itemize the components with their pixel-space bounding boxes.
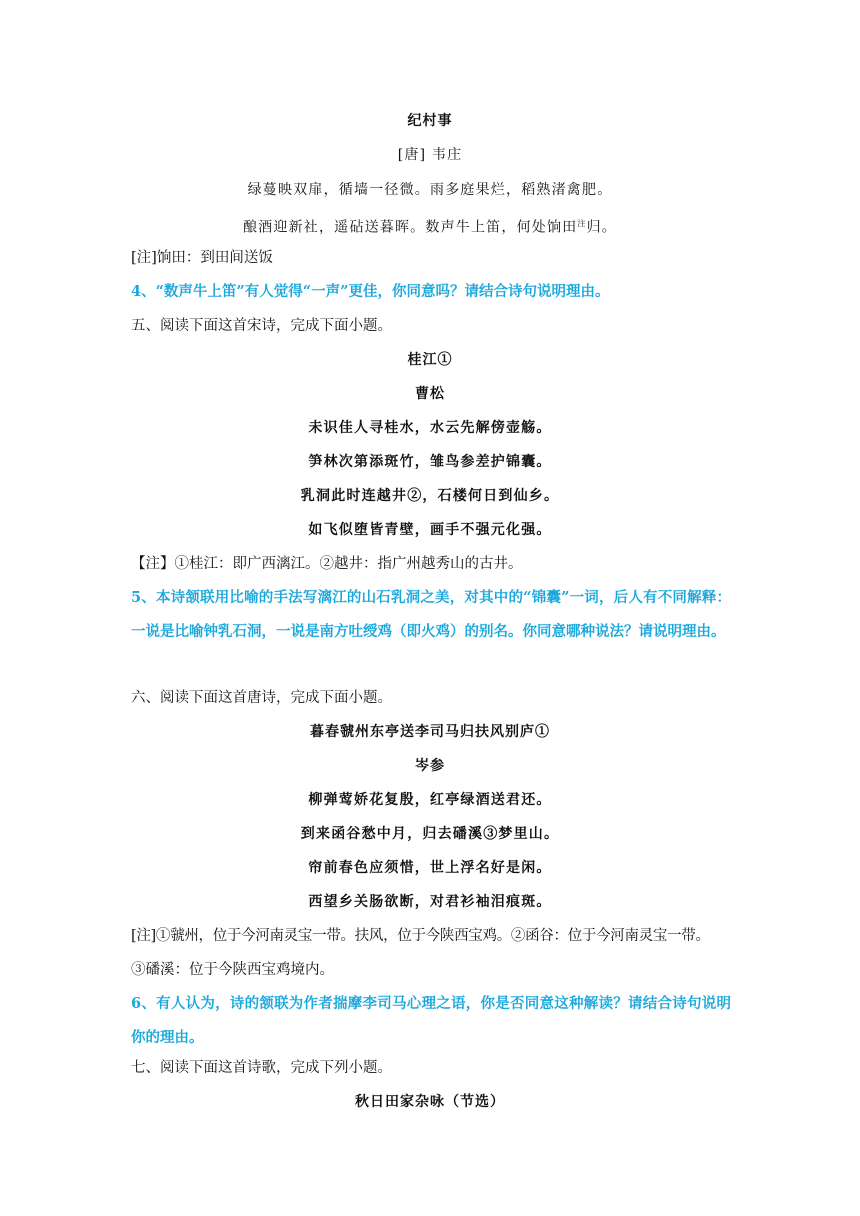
- section5-line-1: 未识佳人寻桂水，水云先解傍壶觞。: [308, 420, 552, 436]
- section6-line-3: 帘前春色应须惜，世上浮名好是闲。: [308, 860, 552, 876]
- section6-poem-title: 暮春虢州东亭送李司马归扶风别庐①: [310, 724, 550, 740]
- section6-poem-author: 岑参: [415, 758, 445, 774]
- section5-line-3: 乳洞此时连越井②，石楼何日到仙乡。: [300, 488, 560, 504]
- section6-line-4: 西望乡关肠欲断，对君衫袖泪痕斑。: [308, 894, 552, 910]
- poem1-title: 纪村事: [407, 113, 453, 129]
- poem1-line-2-end: 归。: [586, 219, 617, 236]
- section7-heading: 七、阅读下面这首诗歌，完成下列小题。: [131, 1060, 392, 1076]
- poem1-author: [唐] 韦庄: [397, 147, 463, 163]
- section6-line-1: 柳弹莺娇花复殷，红亭绿酒送君还。: [308, 792, 552, 808]
- footnote-mark: 注: [577, 219, 587, 228]
- section7-poem-title: 秋日田家杂咏（节选）: [355, 1094, 505, 1110]
- question-6: 6、有人认为，诗的颔联为作者揣摩李司马心理之语，你是否同意这种解读？请结合诗句说明你的理由。: [131, 995, 731, 1046]
- poem1-line-1: 绿蔓映双扉，循墙一径微。雨多庭果烂，稻熟渚禽肥。: [247, 182, 613, 198]
- section6-heading: 六、阅读下面这首唐诗，完成下面小题。: [131, 690, 392, 706]
- section5-note: 【注】①桂江：即广西漓江。②越井：指广州越秀山的古井。: [131, 556, 523, 572]
- section5-heading: 五、阅读下面这首宋诗，完成下面小题。: [131, 318, 392, 334]
- poem1-note: [注]饷田：到田间送饭: [131, 250, 273, 266]
- section6-note-2: ③磻溪：位于今陕西宝鸡境内。: [131, 962, 334, 978]
- section6-note-1: [注]①虢州，位于今河南灵宝一带。扶风，位于今陕西宝鸡。②函谷：位于今河南灵宝一带。: [131, 928, 710, 944]
- section5-poem-author: 曹松: [415, 386, 445, 402]
- section6-line-2: 到来函谷愁中月，归去磻溪③梦里山。: [300, 826, 560, 842]
- section5-poem-title: 桂江①: [407, 352, 453, 368]
- question-5: 5、本诗颔联用比喻的手法写漓江的山石乳洞之美，对其中的“锦囊”一词，后人有不同解释：一说是比喻钟乳石洞，一说是南方吐绶鸡（即火鸡）的别名。你同意哪种说法？请说明理由。: [131, 589, 731, 640]
- poem1-line-2: [0, 214, 860, 238]
- poem1-line-2-text: 酿酒迎新社，遥砧送暮晖。数声牛上笛，何处饷田: [242, 219, 578, 236]
- question-4: 4、“数声牛上笛”有人觉得“一声”更佳，你同意吗？请结合诗句说明理由。: [131, 283, 610, 300]
- section5-line-4: 如飞似堕皆青壁，画手不强元化强。: [308, 522, 552, 538]
- section5-line-2: 笋林次第添斑竹，雏鸟参差护锦囊。: [308, 454, 552, 470]
